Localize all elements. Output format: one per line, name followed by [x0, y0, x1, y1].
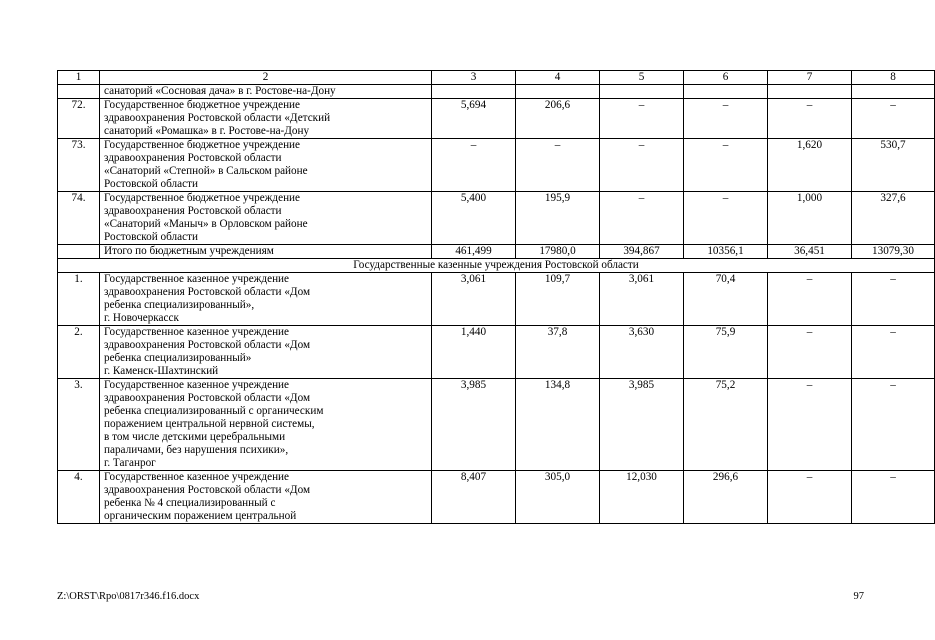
value-cell: 305,0 — [516, 471, 600, 524]
name-line: здравоохранения Ростовской области «Дом — [104, 339, 311, 351]
value-cell: 3,630 — [600, 326, 684, 379]
row-number: 72. — [58, 99, 100, 139]
value-cell: – — [768, 326, 852, 379]
value-cell: 134,8 — [516, 379, 600, 471]
column-number: 2 — [100, 71, 432, 85]
value-cell: 75,2 — [684, 379, 768, 471]
value-cell — [768, 85, 852, 99]
name-line: здравоохранения Ростовской области «Дом — [104, 286, 311, 298]
value-cell: – — [852, 471, 935, 524]
column-number: 6 — [684, 71, 768, 85]
value-cell: – — [432, 139, 516, 192]
value-cell — [516, 85, 600, 99]
value-cell: 3,061 — [600, 273, 684, 326]
value-cell: – — [852, 379, 935, 471]
name-line: поражением центральной нервной системы, — [104, 418, 315, 430]
value-cell: 296,6 — [684, 471, 768, 524]
value-cell: 3,061 — [432, 273, 516, 326]
row-number: 74. — [58, 192, 100, 245]
total-label: Итого по бюджетным учреждениям — [100, 245, 432, 259]
institution-name — [100, 192, 432, 245]
name-line: «Санаторий «Маныч» в Орловском районе — [104, 218, 308, 230]
column-number-row — [58, 71, 935, 85]
value-cell — [600, 85, 684, 99]
value-cell: – — [852, 99, 935, 139]
value-cell: 70,4 — [684, 273, 768, 326]
value-cell: 75,9 — [684, 326, 768, 379]
total-value: 36,451 — [768, 245, 852, 259]
name-line: ребенка специализированный», — [104, 299, 255, 311]
value-cell: – — [600, 192, 684, 245]
name-line: ребенка № 4 специализированный с — [104, 497, 276, 509]
institution-name — [100, 99, 432, 139]
name-line: ребенка специализированный с органическим — [104, 405, 324, 417]
value-cell: 206,6 — [516, 99, 600, 139]
name-line: здравоохранения Ростовской области «Дом — [104, 392, 311, 404]
value-cell: 12,030 — [600, 471, 684, 524]
value-cell: 3,985 — [432, 379, 516, 471]
name-line: здравоохранения Ростовской области — [104, 152, 282, 164]
name-line: г. Каменск-Шахтинский — [104, 365, 219, 377]
continuation-row — [58, 85, 935, 99]
name-line: Государственное казенное учреждение — [104, 471, 290, 483]
value-cell: 327,6 — [852, 192, 935, 245]
value-cell: – — [684, 99, 768, 139]
row-number: 73. — [58, 139, 100, 192]
name-line: г. Таганрог — [104, 457, 156, 469]
row-number — [58, 245, 100, 259]
table-row — [58, 192, 935, 245]
value-cell: 109,7 — [516, 273, 600, 326]
table-body — [58, 71, 935, 524]
total-value: 394,867 — [600, 245, 684, 259]
data-table — [57, 70, 935, 524]
institution-name — [100, 379, 432, 471]
section-title: Государственные казенные учреждения Ростовской области — [58, 259, 935, 273]
column-number: 4 — [516, 71, 600, 85]
value-cell: – — [600, 139, 684, 192]
table-row — [58, 99, 935, 139]
name-line: ребенка специализированный» — [104, 352, 252, 364]
name-line: Государственное бюджетное учреждение — [104, 139, 301, 151]
column-number: 5 — [600, 71, 684, 85]
institution-name — [100, 273, 432, 326]
table-row — [58, 273, 935, 326]
name-line: Государственное казенное учреждение — [104, 379, 290, 391]
value-cell: 1,000 — [768, 192, 852, 245]
value-cell: 5,400 — [432, 192, 516, 245]
value-cell: 1,440 — [432, 326, 516, 379]
value-cell — [432, 85, 516, 99]
value-cell: 8,407 — [432, 471, 516, 524]
row-number: 3. — [58, 379, 100, 471]
name-line: Ростовской области — [104, 231, 198, 243]
name-line: г. Новочеркасск — [104, 312, 179, 324]
row-number: 1. — [58, 273, 100, 326]
institution-name: санаторий «Сосновая дача» в г. Ростове-на-Дону — [100, 85, 432, 99]
section-heading-row — [58, 259, 935, 273]
value-cell: 530,7 — [852, 139, 935, 192]
name-line: здравоохранения Ростовской области — [104, 205, 282, 217]
value-cell: – — [852, 273, 935, 326]
total-row — [58, 245, 935, 259]
table-row — [58, 379, 935, 471]
row-number — [58, 85, 100, 99]
footer-file-path: Z:\ORST\Rpo\0817r346.f16.docx — [57, 591, 200, 602]
value-cell: – — [852, 326, 935, 379]
column-number: 3 — [432, 71, 516, 85]
total-value: 13079,30 — [852, 245, 935, 259]
name-line: Государственное бюджетное учреждение — [104, 192, 301, 204]
value-cell: 1,620 — [768, 139, 852, 192]
name-line: Государственное казенное учреждение — [104, 273, 290, 285]
total-value: 10356,1 — [684, 245, 768, 259]
table-row — [58, 471, 935, 524]
name-line: в том числе детскими церебральными — [104, 431, 286, 443]
name-line: «Санаторий «Степной» в Сальском районе — [104, 165, 308, 177]
institution-name — [100, 471, 432, 524]
value-cell: – — [684, 139, 768, 192]
name-line: санаторий «Ромашка» в г. Ростове-на-Дону — [104, 125, 310, 137]
total-value: 461,499 — [432, 245, 516, 259]
value-cell: – — [768, 273, 852, 326]
value-cell: – — [768, 471, 852, 524]
value-cell: – — [600, 99, 684, 139]
name-line: здравоохранения Ростовской области «Детский — [104, 112, 331, 124]
row-number: 2. — [58, 326, 100, 379]
name-line: здравоохранения Ростовской области «Дом — [104, 484, 311, 496]
total-value: 17980,0 — [516, 245, 600, 259]
name-line: параличами, без нарушения психики», — [104, 444, 289, 456]
table-row — [58, 139, 935, 192]
table-row — [58, 326, 935, 379]
value-cell — [684, 85, 768, 99]
column-number: 7 — [768, 71, 852, 85]
name-line: органическим поражением центральной — [104, 510, 297, 522]
value-cell: 37,8 — [516, 326, 600, 379]
column-number: 8 — [852, 71, 935, 85]
name-line: Государственное бюджетное учреждение — [104, 99, 301, 111]
value-cell: 195,9 — [516, 192, 600, 245]
value-cell: – — [768, 379, 852, 471]
column-number: 1 — [58, 71, 100, 85]
value-cell: – — [684, 192, 768, 245]
name-line: Государственное казенное учреждение — [104, 326, 290, 338]
row-number: 4. — [58, 471, 100, 524]
value-cell: – — [516, 139, 600, 192]
name-line: Ростовской области — [104, 178, 198, 190]
institution-name — [100, 326, 432, 379]
value-cell — [852, 85, 935, 99]
institution-name — [100, 139, 432, 192]
page-number: 97 — [853, 591, 864, 602]
value-cell: 5,694 — [432, 99, 516, 139]
value-cell: 3,985 — [600, 379, 684, 471]
value-cell: – — [768, 99, 852, 139]
